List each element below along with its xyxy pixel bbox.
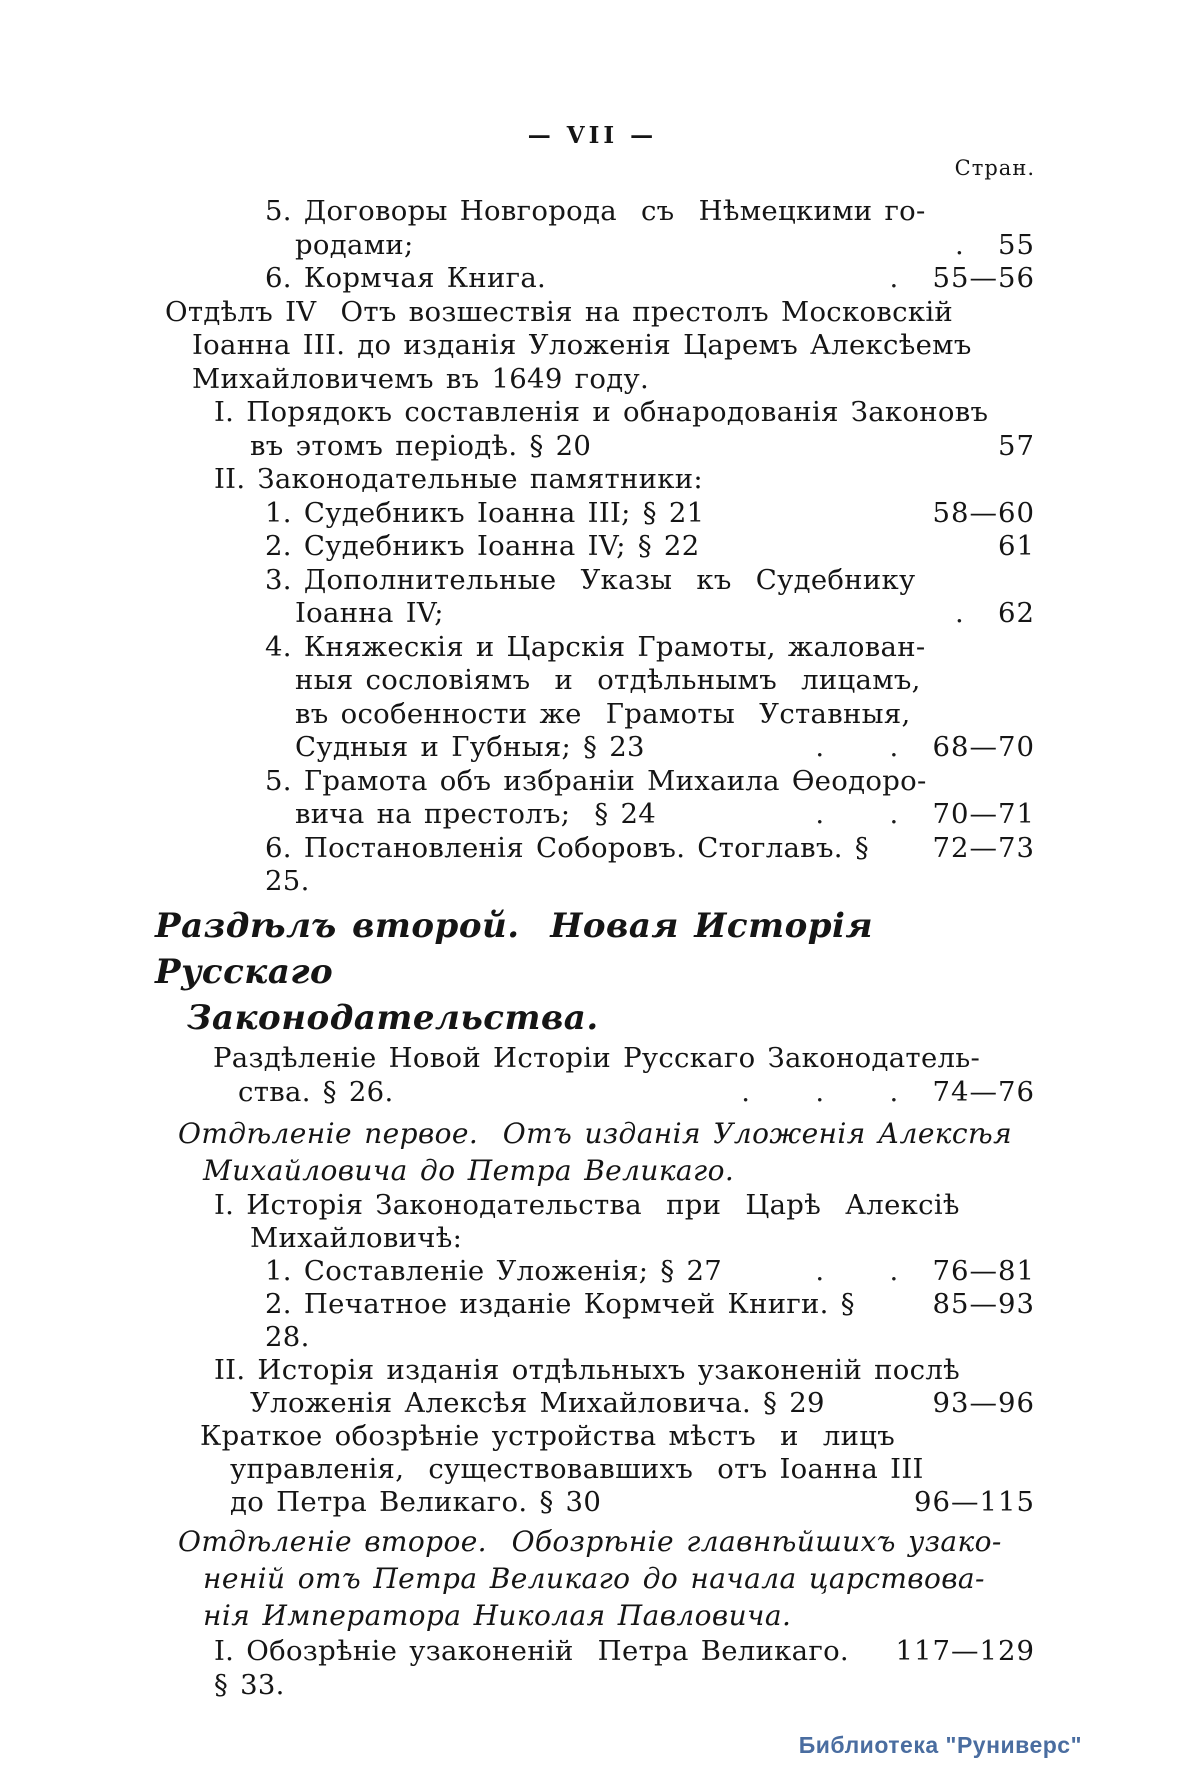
subsection-heading-text: нія Императора Николая Павловича. [203,1598,792,1632]
leader-dots: . . [815,798,899,830]
toc-line-text: до Петра Великаго. § 30 [230,1485,602,1518]
toc-line-text: 5. Грамота объ избраніи Михаила Ѳеодоро- [265,764,927,797]
toc-line [150,1288,1035,1354]
page-number: 117—129 [895,1634,1035,1667]
toc-line [150,1189,1035,1222]
toc-line-text: Отдѣлъ IV Отъ возшествія на престолъ Московскій [165,295,954,328]
toc-line [150,1634,1035,1702]
section-heading [150,903,1035,995]
toc-line-text: 2. Печатное изданіе Кормчей Книги. § 28. [265,1287,867,1353]
subsection-heading-text: Отдѣленіе второе. Обозрѣніе главнѣйшихъ узако- [178,1524,1002,1558]
toc-line [150,463,1035,497]
page-number: 74—76 [932,1075,1035,1108]
toc-line [150,1041,1035,1075]
toc-line-text: 2. Судебникъ Іоанна IV; § 22 [265,530,700,562]
toc-line [150,396,1035,430]
toc-line-text: 1. Составленіе Уложенія; § 27 [265,1254,723,1287]
toc-line [150,497,1035,531]
toc-line [150,1387,1035,1420]
toc-line-text: II. Исторія изданія отдѣльныхъ узаконеній послѣ [214,1353,960,1386]
toc-line-text: вича на престолъ; § 24 [295,798,657,830]
toc-line [150,1486,1035,1519]
toc-line [150,1420,1035,1453]
toc-line [150,832,1035,899]
leader-dots: . . . [741,1075,899,1108]
toc-line-text: Іоанна III. до изданія Уложенія Царемъ Алексѣемъ [192,329,972,361]
toc-line [150,329,1035,363]
leader-dots: . . [815,731,899,763]
page-number: 57 [998,429,1035,462]
subsection-heading [150,1597,1035,1634]
toc-line [150,1453,1035,1486]
toc-line [150,631,1035,665]
page-folio: — VII — [527,122,658,149]
page-number: 55—56 [932,262,1035,294]
toc-line [150,1255,1035,1288]
toc-line-text: Іоанна IV; [295,597,444,629]
page-number: 72—73 [932,831,1035,864]
toc-line [150,1222,1035,1255]
toc-line-text: Судныя и Губныя; § 23 [295,731,645,763]
page-number: 68—70 [932,731,1035,763]
toc-line [150,296,1035,330]
leader-dots: . [954,228,964,261]
toc-line-text: 6. Кормчая Книга. [265,262,547,294]
toc-line-text: 5. Договоры Новгорода съ Нѣмецкими го- [265,195,926,227]
page-number: 70—71 [932,798,1035,830]
toc-line-text: ныя сословіямъ и отдѣльнымъ лицамъ, [295,664,921,696]
subsection-heading-text: неній отъ Петра Великаго до начала царствова- [203,1561,985,1595]
toc-line-text: Уложенія Алексѣя Михайловича. § 29 [250,1386,825,1419]
toc-line [150,597,1035,631]
leader-dots: . [889,262,899,294]
toc-line-text: I. Порядокъ составленія и обнародованія Законовъ [214,396,989,428]
section-heading [150,995,1035,1041]
page-column-label: Стран. [954,156,1035,180]
toc-line-text: II. Законодательные памятники: [214,463,703,495]
toc-line-text: I. Обозрѣніе узаконеній Петра Великаго. § 33. [214,1634,862,1701]
toc-line [150,765,1035,799]
toc-line [150,262,1035,296]
toc-line-text: родами; [295,228,414,261]
table-of-contents [150,195,1035,1702]
toc-line [150,430,1035,464]
leader-dots: . . [815,1254,899,1287]
page-number: 58—60 [932,496,1035,529]
page-number: 93—96 [932,1386,1035,1419]
watermark: Библиотека "Руниверс" [798,1732,1082,1758]
page-number: 76—81 [932,1254,1035,1287]
toc-line-text: Михайловичемъ въ 1649 году. [192,362,650,395]
page-number: 85—93 [932,1287,1035,1320]
toc-line-text: 4. Княжескія и Царскія Грамоты, жалован- [265,630,926,663]
page-number: 61 [998,530,1035,562]
page-number: 62 [998,597,1035,629]
toc-line [150,698,1035,732]
subsection-heading [150,1152,1035,1189]
toc-line-text: Раздѣленіе Новой Исторіи Русскаго Законодатель- [213,1041,981,1074]
toc-line [150,195,1035,229]
toc-line [150,1354,1035,1387]
section-heading-text: Раздѣлъ второй. Новая Исторія Русскаго [155,905,889,992]
toc-line-text: управленія, существовавшихъ отъ Іоанна III [230,1452,924,1485]
toc-line-text: ства. § 26. [238,1075,394,1108]
subsection-heading [150,1115,1035,1152]
section-heading-text: Законодательства. [187,997,599,1038]
toc-line [150,1075,1035,1109]
subsection-heading [150,1560,1035,1597]
page-number: 55 [998,228,1035,261]
toc-line [150,664,1035,698]
page-number: 96—115 [914,1485,1035,1518]
subsection-heading-text: Отдѣленіе первое. Отъ изданія Уложенія Алексѣя [178,1116,1013,1150]
subsection-heading [150,1523,1035,1560]
toc-line-text: Краткое обозрѣніе устройства мѣстъ и лицъ [200,1419,896,1452]
toc-line [150,731,1035,765]
toc-line [150,798,1035,832]
toc-line-text: 3. Дополнительные Указы къ Судебнику [265,563,916,596]
toc-line-text: въ этомъ періодѣ. § 20 [250,429,592,462]
toc-line-text: I. Исторія Законодательства при Царѣ Алексіѣ [214,1188,960,1221]
toc-line [150,363,1035,397]
toc-line [150,229,1035,263]
toc-line-text: 6. Постановленія Соборовъ. Стоглавъ. § 25. [265,831,881,897]
toc-line-text: 1. Судебникъ Іоанна III; § 21 [265,496,705,529]
toc-line-text: Михайловичѣ: [250,1221,463,1254]
leader-dots: . [954,597,964,629]
toc-line [150,530,1035,564]
subsection-heading-text: Михайловича до Петра Великаго. [203,1153,735,1187]
toc-line-text: въ особенности же Грамоты Уставныя, [295,697,911,730]
toc-line [150,564,1035,598]
